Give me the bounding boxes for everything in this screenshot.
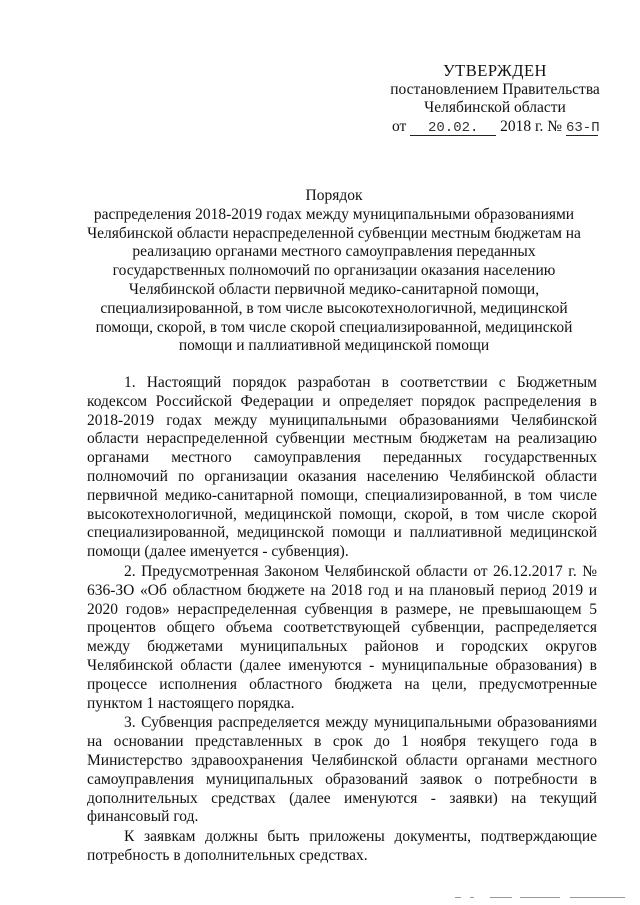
date-prefix: от [392, 117, 407, 135]
heading-line: помощи и паллиативной медицинской помощи [178, 337, 490, 355]
document-body [87, 374, 597, 866]
heading-line: Челябинской области нераспределенной субвенции местным бюджетам на [87, 224, 581, 242]
scan-artifact [470, 897, 474, 898]
document-heading [84, 187, 584, 356]
approval-line-2: Челябинской области [424, 99, 566, 116]
paragraph-4: К заявкам должны быть приложены документы, подтверждающие потребность в дополнительных средствах. [87, 828, 597, 864]
scan-artifact [455, 897, 461, 898]
scan-artifact [490, 897, 512, 898]
heading-line: реализацию органами местного самоуправления переданных [132, 243, 536, 261]
handwritten-number: 63-П [565, 119, 600, 136]
heading-line: распределения 2018-2019 годах между муниципальными образованиями [93, 205, 575, 223]
approval-title: УТВЕРЖДЕН [443, 61, 547, 80]
heading-line: Челябинской области первичной медико-санитарной помощи, [128, 280, 540, 298]
heading-line: государственных полномочий по организации оказания населению [112, 262, 556, 280]
approval-stamp [380, 62, 610, 136]
paragraph-1: 1. Настоящий порядок разработан в соответствии с Бюджетным кодексом Российской Федерации и определяет порядок распределения в 2018-2019 годах между муниципальными образованиями Челябинской области нераспределенной субвенции местным бюджетам на реализацию органами местного самоуправления переданных государственных полномочий по организации оказания населению Челябинской области первичной медико-санитарной помощи, специализированной, в том числе высокотехнологичной, медицинской помощи, скорой, в том числе скорой специализированной, медицинской помощи и паллиативной медицинской помощи (далее именуется - субвенция). [87, 374, 597, 561]
approval-line-1: постановлением Правительства [390, 80, 600, 98]
paragraph-2: 2. Предусмотренная Законом Челябинской области от 26.12.2017 г. № 636-ЗО «Об областном бюджете на 2018 год и на плановый период 2019 и 2020 годов» нераспределенная субвенция в размере, не превышающем 5 процентов общего объема соответствующей субвенции, распределяется между бюджетами муниципальных районов и городских округов Челябинской области (далее именуются - муниципальные образования) в процессе исполнения областного бюджета на цели, предусмотренные пунктом 1 настоящего порядка. [87, 562, 597, 712]
scan-artifact [520, 897, 560, 898]
heading-line: помощи, скорой, в том числе скорой специализированной, медицинской [95, 318, 573, 336]
handwritten-date: 20.02. [410, 121, 496, 136]
scan-artifact [570, 897, 625, 898]
paragraph-3: 3. Субвенция распределяется между муниципальными образованиями на основании представленных в срок до 1 ноября текущего года в Министерство здравоохранения Челябинской области органами местного самоуправления муниципальных образований заявок о потребности в дополнительных средствах (далее именуются - заявки) на текущий финансовый год. [87, 714, 597, 826]
approval-date-line [380, 118, 610, 137]
heading-line: специализированной, в том числе высокотехнологичной, медицинской [100, 299, 568, 317]
heading-title: Порядок [305, 187, 363, 204]
date-suffix: 2018 г. № [500, 117, 563, 135]
